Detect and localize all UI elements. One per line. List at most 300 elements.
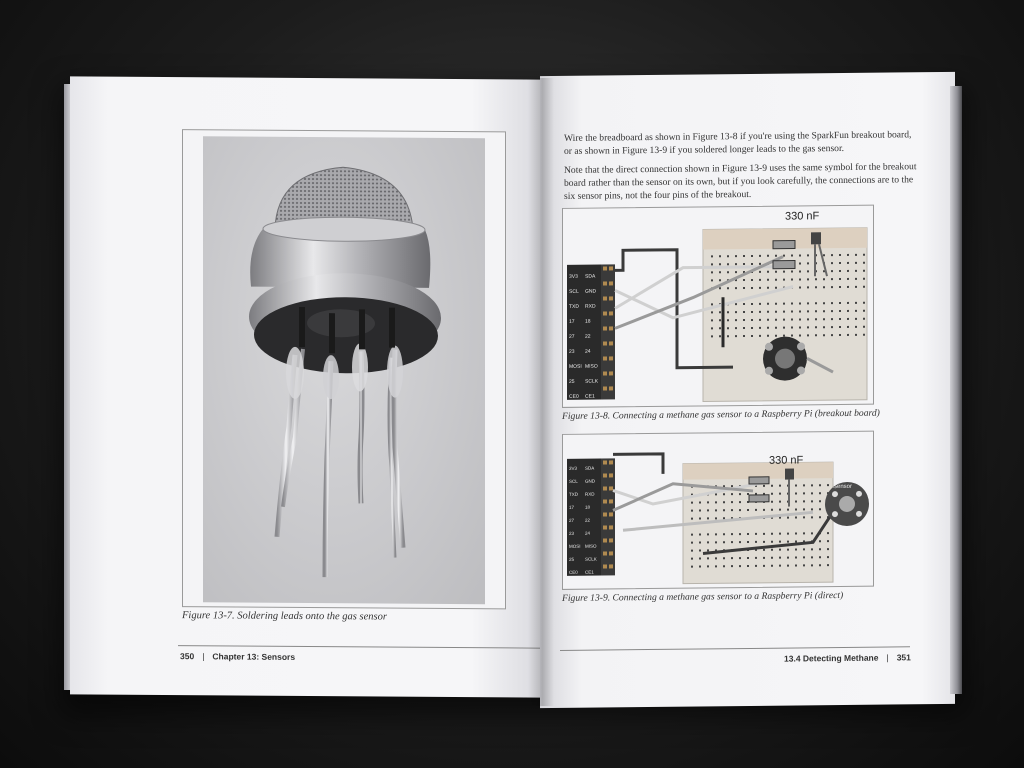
- pi-pin-label: 25: [569, 378, 575, 385]
- breadboard-hole: [839, 262, 841, 264]
- breadboard-hole: [783, 303, 785, 305]
- breadboard-hole: [799, 310, 801, 312]
- breadboard-hole: [791, 319, 793, 321]
- breadboard-hole: [799, 318, 801, 320]
- breadboard-hole: [815, 326, 817, 328]
- breadboard-hole: [847, 286, 849, 288]
- breadboard-hole: [811, 532, 813, 534]
- breadboard-hole: [719, 327, 721, 329]
- breadboard-hole: [775, 311, 777, 313]
- breadboard-hole: [751, 319, 753, 321]
- breadboard-hole: [747, 533, 749, 535]
- breadboard-hole: [751, 263, 753, 265]
- breadboard-hole: [707, 501, 709, 503]
- breadboard-hole: [691, 510, 693, 512]
- pi-pin-label: CE1: [585, 393, 595, 400]
- breadboard-hole: [759, 335, 761, 337]
- pi-pin-label: SCLK: [585, 556, 597, 562]
- breadboard-hole: [791, 335, 793, 337]
- pi-pin: [609, 386, 613, 390]
- breadboard-hole: [799, 254, 801, 256]
- breadboard-hole: [807, 278, 809, 280]
- breadboard-hole: [783, 327, 785, 329]
- breadboard-hole: [735, 319, 737, 321]
- breadboard-hole: [767, 255, 769, 257]
- breadboard-hole: [803, 484, 805, 486]
- breadboard-hole: [739, 509, 741, 511]
- breadboard-hole: [831, 254, 833, 256]
- breadboard-hole: [707, 509, 709, 511]
- breadboard-hole: [791, 303, 793, 305]
- breadboard-hole: [787, 549, 789, 551]
- breadboard-hole: [707, 541, 709, 543]
- breadboard-hole: [723, 493, 725, 495]
- breadboard-hole: [759, 271, 761, 273]
- breadboard-hole: [763, 533, 765, 535]
- breadboard-hole: [823, 286, 825, 288]
- breadboard-hole: [811, 484, 813, 486]
- breadboard-hole: [715, 557, 717, 559]
- breadboard-hole: [767, 303, 769, 305]
- breadboard-hole: [731, 565, 733, 567]
- breadboard-hole: [855, 318, 857, 320]
- breadboard-hole: [831, 326, 833, 328]
- footer-separator: |: [886, 652, 889, 663]
- breadboard-hole: [743, 279, 745, 281]
- breadboard-hole: [831, 310, 833, 312]
- pi-pin: [603, 296, 607, 300]
- breadboard-hole: [847, 278, 849, 280]
- breadboard-hole: [759, 319, 761, 321]
- breadboard-hole: [799, 278, 801, 280]
- breadboard-hole: [831, 262, 833, 264]
- breadboard-hole: [775, 287, 777, 289]
- pi-pin-label: MOSI: [569, 543, 581, 549]
- breadboard-hole: [803, 508, 805, 510]
- breadboard-hole: [759, 303, 761, 305]
- breadboard-hole: [763, 557, 765, 559]
- breadboard-hole: [731, 501, 733, 503]
- direct-wiring-diagram: [563, 432, 874, 590]
- breadboard-hole: [815, 302, 817, 304]
- raspberry-pi-header: [567, 458, 615, 576]
- breadboard-hole: [799, 262, 801, 264]
- breadboard-hole: [795, 532, 797, 534]
- breadboard-hole: [791, 271, 793, 273]
- breadboard-hole: [771, 541, 773, 543]
- pi-pin-label: CE1: [585, 569, 594, 575]
- breadboard-hole: [723, 501, 725, 503]
- breadboard-hole: [731, 533, 733, 535]
- breadboard-hole: [751, 327, 753, 329]
- breadboard-hole: [799, 302, 801, 304]
- pi-pin-label: SCL: [569, 478, 578, 484]
- breadboard-hole: [735, 287, 737, 289]
- breadboard-hole: [815, 318, 817, 320]
- breadboard-hole: [847, 310, 849, 312]
- breadboard-hole: [795, 484, 797, 486]
- breadboard-hole: [811, 508, 813, 510]
- breadboard-hole: [739, 501, 741, 503]
- breadboard-hole: [779, 549, 781, 551]
- breadboard-hole: [839, 326, 841, 328]
- breadboard-hole: [719, 255, 721, 257]
- breadboard-hole: [815, 278, 817, 280]
- breadboard-hole: [723, 565, 725, 567]
- breadboard-hole: [863, 334, 865, 336]
- pi-pin: [603, 538, 607, 542]
- pi-pin-label: CE0: [569, 393, 579, 400]
- breadboard-hole: [819, 564, 821, 566]
- breadboard-hole: [707, 549, 709, 551]
- breadboard-hole: [719, 279, 721, 281]
- breadboard-hole: [779, 565, 781, 567]
- breadboard-hole: [803, 516, 805, 518]
- breadboard-hole: [767, 287, 769, 289]
- right-footer-rule: [560, 646, 910, 651]
- pi-pin-label: TXD: [569, 491, 578, 497]
- breadboard-hole: [783, 279, 785, 281]
- breadboard-hole: [839, 270, 841, 272]
- breadboard-hole: [791, 279, 793, 281]
- pi-pin-label: 18: [585, 318, 591, 325]
- breadboard-hole: [823, 302, 825, 304]
- breadboard-hole: [827, 548, 829, 550]
- breadboard-hole: [739, 493, 741, 495]
- breadboard-hole: [863, 318, 865, 320]
- breadboard-hole: [755, 509, 757, 511]
- breadboard-hole: [759, 327, 761, 329]
- breadboard-hole: [783, 335, 785, 337]
- pi-pin: [609, 551, 613, 555]
- pi-pin: [603, 356, 607, 360]
- figure-13-9-caption: Figure 13-9. Connecting a methane gas sensor to a Raspberry Pi (direct): [562, 589, 844, 604]
- breadboard-hole: [827, 532, 829, 534]
- breadboard-hole: [691, 502, 693, 504]
- breadboard-hole: [815, 310, 817, 312]
- breadboard-hole: [755, 557, 757, 559]
- pi-pin: [609, 486, 613, 490]
- breadboard-hole: [807, 262, 809, 264]
- figure-13-7-caption: Figure 13-7. Soldering leads onto the gas sensor: [182, 610, 387, 623]
- breadboard-hole: [839, 318, 841, 320]
- left-footer-rule: [178, 645, 548, 649]
- breadboard-hole: [735, 271, 737, 273]
- pi-pin: [603, 386, 607, 390]
- breadboard-hole: [819, 484, 821, 486]
- breadboard-hole: [759, 279, 761, 281]
- pi-pin: [603, 460, 607, 464]
- pi-pin: [609, 326, 613, 330]
- breadboard-hole: [731, 557, 733, 559]
- pi-pin: [609, 499, 613, 503]
- pi-pin: [609, 266, 613, 270]
- breadboard-hole: [727, 287, 729, 289]
- pi-pin: [603, 266, 607, 270]
- pi-pin: [603, 341, 607, 345]
- breadboard-hole: [731, 541, 733, 543]
- pi-pin: [603, 371, 607, 375]
- breadboard-hole: [823, 254, 825, 256]
- breadboard-hole: [803, 492, 805, 494]
- breadboard-hole: [767, 319, 769, 321]
- pi-pin-label: 17: [569, 318, 575, 325]
- pi-pin-label: 27: [569, 333, 575, 340]
- breadboard-hole: [743, 287, 745, 289]
- breadboard-hole: [755, 541, 757, 543]
- breadboard-hole: [791, 311, 793, 313]
- pi-pin: [609, 311, 613, 315]
- breadboard-hole: [751, 279, 753, 281]
- pi-pin-label: 3V3: [569, 465, 578, 471]
- breadboard-hole: [811, 564, 813, 566]
- breadboard-hole: [691, 566, 693, 568]
- pi-pin-label: 27: [569, 517, 575, 523]
- pi-pin: [603, 499, 607, 503]
- paragraph-2: Note that the direct connection shown in Figure 13-9 uses the same symbol for the breakout board rather than the sensor on its own, but if you look carefully, the connections are to the six sensor pins, not the four pins of the breakout.: [564, 161, 917, 202]
- breadboard-hole: [727, 263, 729, 265]
- breadboard-hole: [787, 533, 789, 535]
- breadboard-hole: [699, 509, 701, 511]
- breadboard-hole: [699, 549, 701, 551]
- breadboard-hole: [779, 541, 781, 543]
- sensor-label: Sensor: [833, 483, 853, 491]
- breadboard-hole: [743, 335, 745, 337]
- pi-pin-label: 24: [585, 530, 591, 536]
- breadboard-hole: [719, 319, 721, 321]
- breadboard-hole: [747, 565, 749, 567]
- breadboard-hole: [763, 509, 765, 511]
- breadboard-hole: [771, 533, 773, 535]
- breadboard-hole: [847, 262, 849, 264]
- breadboard-hole: [791, 255, 793, 257]
- breadboard-hole: [775, 335, 777, 337]
- breadboard-hole: [707, 517, 709, 519]
- breadboard-hole: [855, 270, 857, 272]
- breadboard-hole: [743, 311, 745, 313]
- breadboard-hole: [831, 318, 833, 320]
- breadboard-hole: [827, 556, 829, 558]
- breadboard-hole: [803, 532, 805, 534]
- breadboard-hole: [795, 564, 797, 566]
- breadboard-hole: [735, 311, 737, 313]
- breadboard-hole: [779, 557, 781, 559]
- breadboard-hole: [719, 311, 721, 313]
- breadboard-hole: [819, 516, 821, 518]
- pi-pin-label: MISO: [585, 543, 597, 549]
- breadboard-hole: [839, 278, 841, 280]
- breadboard-hole: [855, 302, 857, 304]
- pi-pin-label: SDA: [585, 273, 596, 280]
- breadboard-hole: [743, 327, 745, 329]
- breadboard-hole: [727, 255, 729, 257]
- breadboard-hole: [771, 493, 773, 495]
- breadboard-hole: [739, 557, 741, 559]
- breadboard-hole: [819, 508, 821, 510]
- breadboard-hole: [707, 533, 709, 535]
- breadboard-hole: [767, 271, 769, 273]
- breadboard-hole: [819, 500, 821, 502]
- breadboard-hole: [763, 485, 765, 487]
- breadboard-hole: [819, 556, 821, 558]
- pi-pin-label: SDA: [585, 465, 595, 471]
- breadboard-hole: [771, 501, 773, 503]
- breadboard-hole: [727, 311, 729, 313]
- pi-pin: [603, 525, 607, 529]
- pi-pin: [609, 473, 613, 477]
- breadboard-hole: [787, 517, 789, 519]
- breadboard-hole: [807, 270, 809, 272]
- breadboard-hole: [803, 556, 805, 558]
- breadboard-hole: [699, 557, 701, 559]
- right-section-title: 13.4 Detecting Methane: [784, 652, 879, 664]
- breadboard-hole: [723, 509, 725, 511]
- breadboard-hole: [711, 311, 713, 313]
- pi-pin-label: 22: [585, 333, 591, 340]
- breadboard-hole: [767, 335, 769, 337]
- breadboard-hole: [823, 318, 825, 320]
- breadboard-hole: [795, 500, 797, 502]
- pi-pin-label: SCLK: [585, 378, 599, 385]
- breadboard-hole: [731, 485, 733, 487]
- breadboard-hole: [831, 334, 833, 336]
- breadboard-hole: [771, 549, 773, 551]
- breadboard-hole: [691, 542, 693, 544]
- breadboard-hole: [847, 254, 849, 256]
- breadboard-hole: [699, 517, 701, 519]
- breadboard-hole: [711, 319, 713, 321]
- breadboard-hole: [763, 565, 765, 567]
- breadboard-hole: [735, 303, 737, 305]
- breadboard-hole: [767, 327, 769, 329]
- pi-pin-label: GND: [585, 478, 595, 484]
- breadboard-hole: [811, 516, 813, 518]
- breadboard-hole: [807, 310, 809, 312]
- breadboard-hole: [863, 286, 865, 288]
- breadboard-hole: [775, 303, 777, 305]
- breadboard-hole: [759, 311, 761, 313]
- pi-pin-label: 23: [569, 530, 575, 536]
- breadboard-hole: [799, 326, 801, 328]
- breadboard-hole: [823, 278, 825, 280]
- breadboard-hole: [719, 335, 721, 337]
- breadboard-hole: [823, 334, 825, 336]
- breadboard-hole: [827, 564, 829, 566]
- breadboard-hole: [775, 255, 777, 257]
- breadboard-hole: [771, 557, 773, 559]
- left-page: [70, 76, 542, 697]
- breadboard-hole: [779, 501, 781, 503]
- breadboard-hole: [839, 286, 841, 288]
- breadboard-hole: [823, 326, 825, 328]
- breadboard-hole: [719, 287, 721, 289]
- breadboard-hole: [691, 518, 693, 520]
- breadboard-hole: [831, 286, 833, 288]
- pi-pin: [603, 564, 607, 568]
- breadboard-hole: [775, 319, 777, 321]
- pi-pin: [609, 525, 613, 529]
- breadboard-hole: [819, 492, 821, 494]
- breadboard-hole: [855, 326, 857, 328]
- breadboard-hole: [823, 310, 825, 312]
- breadboard-hole: [755, 565, 757, 567]
- capacitor-label-2: 330 nF: [769, 454, 804, 467]
- breadboard-hole: [855, 334, 857, 336]
- breadboard-hole: [791, 327, 793, 329]
- breadboard-hole: [775, 279, 777, 281]
- breadboard-hole: [771, 485, 773, 487]
- breadboard-hole: [855, 310, 857, 312]
- breadboard-hole: [779, 485, 781, 487]
- breadboard-hole: [747, 557, 749, 559]
- breadboard-hole: [807, 302, 809, 304]
- breadboard-hole: [811, 556, 813, 558]
- figure-13-7-frame: [182, 129, 506, 609]
- pi-pin: [609, 564, 613, 568]
- breadboard-hole: [755, 533, 757, 535]
- breadboard-hole: [795, 556, 797, 558]
- breadboard-hole: [723, 557, 725, 559]
- pi-pin-label: 3V3: [569, 273, 578, 280]
- breadboard-hole: [779, 493, 781, 495]
- pi-pin: [603, 551, 607, 555]
- left-page-number: 350: [180, 651, 195, 662]
- breadboard-hole: [827, 540, 829, 542]
- breadboard-hole: [787, 509, 789, 511]
- breadboard-hole: [739, 533, 741, 535]
- breadboard-hole: [723, 517, 725, 519]
- pi-pin: [609, 460, 613, 464]
- breadboard-hole: [715, 565, 717, 567]
- pi-pin-label: RXD: [585, 303, 596, 310]
- breadboard-hole: [855, 262, 857, 264]
- breadboard-hole: [795, 508, 797, 510]
- breadboard-hole: [711, 335, 713, 337]
- pi-pin-label: 22: [585, 517, 591, 523]
- breadboard-hole: [711, 327, 713, 329]
- breadboard-hole: [779, 509, 781, 511]
- breadboard-hole: [711, 279, 713, 281]
- breadboard-hole: [743, 255, 745, 257]
- pi-pin: [603, 281, 607, 285]
- breadboard-hole: [811, 548, 813, 550]
- breadboard-hole: [847, 334, 849, 336]
- breadboard-hole: [691, 558, 693, 560]
- breadboard-hole: [831, 278, 833, 280]
- breadboard-hole: [855, 278, 857, 280]
- pi-pin-label: 24: [585, 348, 591, 355]
- breadboard-hole: [783, 271, 785, 273]
- breadboard-hole: [847, 318, 849, 320]
- breadboard-hole: [699, 533, 701, 535]
- breadboard-hole: [715, 517, 717, 519]
- breadboard-hole: [759, 255, 761, 257]
- breadboard-hole: [715, 533, 717, 535]
- breadboard-hole: [763, 541, 765, 543]
- breadboard-hole: [811, 492, 813, 494]
- pi-pin: [603, 486, 607, 490]
- breadboard-hole: [807, 254, 809, 256]
- breadboard-hole: [783, 311, 785, 313]
- breadboard-hole: [839, 310, 841, 312]
- breadboard-hole: [863, 262, 865, 264]
- breadboard-hole: [863, 278, 865, 280]
- figure-13-8-diagram: [562, 205, 874, 408]
- right-page-number: 351: [896, 652, 911, 663]
- breadboard-hole: [699, 501, 701, 503]
- breadboard-hole: [711, 263, 713, 265]
- breadboard-hole: [715, 541, 717, 543]
